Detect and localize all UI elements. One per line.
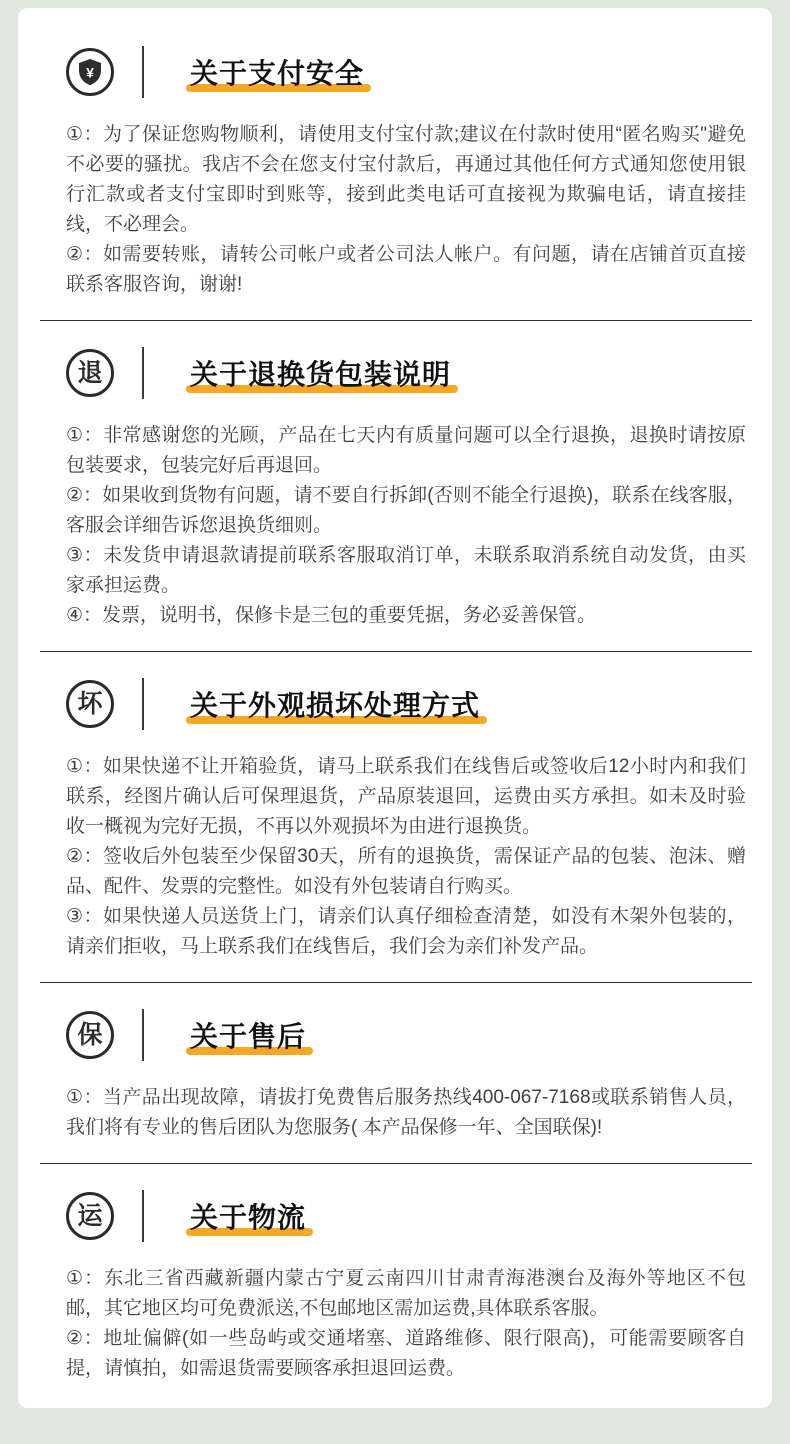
- shipping-badge-icon: 运: [66, 1192, 114, 1240]
- vertical-divider: [142, 1190, 144, 1242]
- notice-section: [66, 680, 746, 983]
- section-header: [66, 1192, 746, 1240]
- section-header: [66, 349, 746, 397]
- shield-glyph: [74, 56, 106, 88]
- notice-paragraph: ③：未发货申请退款请提前联系客服取消订单，未联系取消系统自动发货，由买家承担运费。: [66, 545, 746, 596]
- section-paragraphs: [66, 120, 746, 300]
- vertical-divider: [142, 678, 144, 730]
- notice-section: [66, 1011, 746, 1164]
- notice-paragraph: ③：如果快递人员送货上门，请亲们认真仔细检查清楚，如没有木架外包装的，请亲们拒收，马上联系我们在线售后，我们会为亲们补发产品。: [66, 906, 746, 957]
- section-paragraphs: [66, 1083, 746, 1143]
- section-paragraphs: [66, 421, 746, 631]
- vertical-divider: [142, 347, 144, 399]
- section-title: [188, 1015, 308, 1055]
- svg-text:¥: ¥: [86, 64, 94, 81]
- section-header: [66, 48, 746, 96]
- section-title-text: 关于外观损坏处理方式: [188, 684, 482, 724]
- section-title-text: 关于物流: [188, 1196, 308, 1236]
- notice-paragraph: ②：如需要转账，请转公司帐户或者公司法人帐户。有问题，请在店铺首页直接联系客服咨询，谢谢!: [66, 244, 746, 295]
- notice-card: [18, 8, 772, 1408]
- warranty-badge-icon: 保: [66, 1011, 114, 1059]
- section-title-text: 关于退换货包装说明: [188, 353, 453, 393]
- section-divider: [40, 320, 752, 321]
- vertical-divider: [142, 46, 144, 98]
- notice-paragraph: ①：当产品出现故障，请拔打免费售后服务热线400-067-7168或联系销售人员，我们将有专业的售后团队为您服务( 本产品保修一年、全国联保)!: [66, 1087, 746, 1138]
- notice-section: [66, 349, 746, 652]
- section-header: [66, 1011, 746, 1059]
- notice-paragraph: ②：如果收到货物有问题，请不要自行拆卸(否则不能全行退换)，联系在线客服，客服会详细告诉您退换货细则。: [66, 485, 746, 536]
- section-title: [188, 1196, 308, 1236]
- section-title: [188, 52, 366, 92]
- section-divider: [40, 1163, 752, 1164]
- notice-paragraph: ④：发票，说明书，保修卡是三包的重要凭据，务必妥善保管。: [66, 605, 597, 626]
- damage-badge-icon: 坏: [66, 680, 114, 728]
- section-paragraphs: [66, 1264, 746, 1384]
- notice-paragraph: ②：地址偏僻(如一些岛屿或交通堵塞、道路维修、限行限高)，可能需要顾客自提，请慎拍，如需退货需要顾客承担退回运费。: [66, 1328, 746, 1379]
- section-divider: [40, 982, 752, 983]
- return-badge-icon: 退: [66, 349, 114, 397]
- vertical-divider: [142, 1009, 144, 1061]
- notice-section: [66, 1192, 746, 1384]
- notice-section: [66, 48, 746, 321]
- section-header: [66, 680, 746, 728]
- notice-paragraph: ②：签收后外包装至少保留30天，所有的退换货，需保证产品的包装、泡沫、赠品、配件、发票的完整性。如没有外包装请自行购买。: [66, 846, 746, 897]
- notice-sections: [66, 48, 746, 1384]
- notice-paragraph: ①：如果快递不让开箱验货，请马上联系我们在线售后或签收后12小时内和我们联系，经图片确认后可保理退货，产品原装退回，运费由买方承担。如未及时验收一概视为完好无损，不再以外观损坏为由进行退换货。: [66, 756, 746, 837]
- section-title: [188, 353, 453, 393]
- notice-paragraph: ①：非常感谢您的光顾，产品在七天内有质量问题可以全行退换，退换时请按原包装要求，包装完好后再退回。: [66, 425, 746, 476]
- section-paragraphs: [66, 752, 746, 962]
- section-title-text: 关于支付安全: [188, 52, 366, 92]
- notice-paragraph: ①：为了保证您购物顺利，请使用支付宝付款;建议在付款时使用“匿名购买"避免不必要的骚扰。我店不会在您支付宝付款后，再通过其他任何方式通知您使用银行汇款或者支付宝即时到账等，接到此类电话可直接视为欺骗电话，请直接挂线，不必理会。: [66, 124, 746, 235]
- notice-paragraph: ①：东北三省西藏新疆内蒙古宁夏云南四川甘肃青海港澳台及海外等地区不包邮，其它地区均可免费派送,不包邮地区需加运费,具体联系客服。: [66, 1268, 746, 1319]
- section-title-text: 关于售后: [188, 1015, 308, 1055]
- section-divider: [40, 651, 752, 652]
- payment-shield-yen-icon: [66, 48, 114, 96]
- section-title: [188, 684, 482, 724]
